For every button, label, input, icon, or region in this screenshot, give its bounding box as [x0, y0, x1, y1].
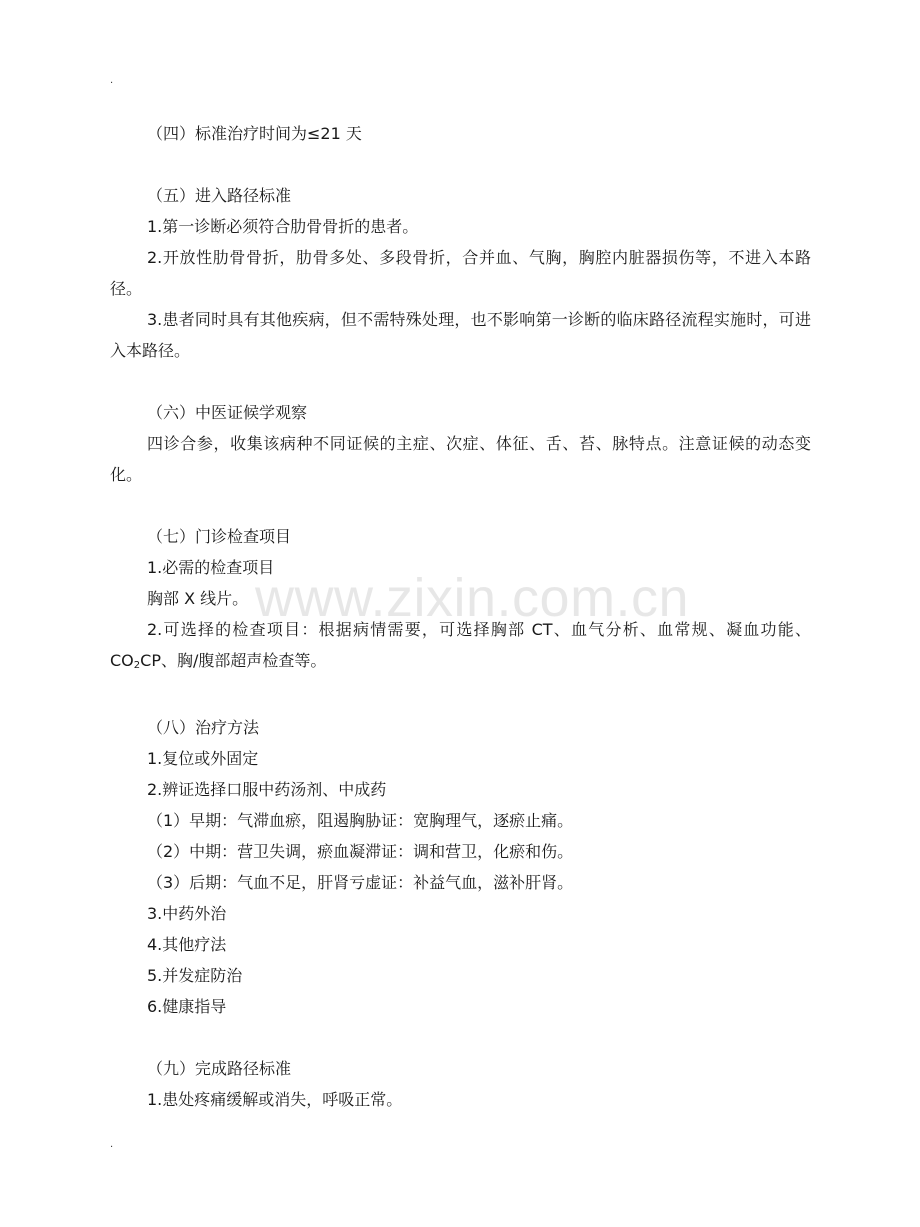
section-6-heading: （六）中医证候学观察	[147, 403, 308, 422]
section-7-item-2-text-end: CP、胸/腹部超声检查等。	[140, 651, 327, 670]
section-7-item-1-detail: 胸部 X 线片。	[147, 589, 249, 608]
section-7-heading: （七）门诊检查项目	[147, 527, 292, 546]
section-9-heading: （九）完成路径标准	[147, 1059, 292, 1078]
section-8-item-6: 3.中药外治	[147, 904, 227, 923]
section-8-item-4: （2）中期：营卫失调，瘀血凝滞证：调和营卫，化瘀和伤。	[147, 842, 574, 861]
section-5-item-3: 3.患者同时具有其他疾病，但不需特殊处理，也不影响第一诊断的临床路径流程实施时，可进入本路径。	[110, 310, 811, 360]
section-7-item-2-text: 2.可选择的检查项目：根据病情需要，可选择胸部 CT、血气分析、血常规、凝血功能、CO	[110, 620, 811, 670]
section-5-item-1: 1.第一诊断必须符合肋骨骨折的患者。	[147, 217, 419, 236]
watermark: www.zixin.com.cn	[255, 568, 690, 628]
section-8-item-9: 6.健康指导	[147, 997, 227, 1016]
section-8-item-1: 1.复位或外固定	[147, 749, 259, 768]
section-4-heading: （四）标准治疗时间为≤21 天	[147, 124, 362, 143]
co2-subscript: 2	[133, 660, 141, 671]
section-8-heading: （八）治疗方法	[147, 718, 260, 737]
section-7-item-1: 1.必需的检查项目	[147, 558, 275, 577]
section-8-item-2: 2.辨证选择口服中药汤剂、中成药	[147, 780, 387, 799]
section-9-item-1: 1.患处疼痛缓解或消失，呼吸正常。	[147, 1090, 403, 1109]
section-8-item-3: （1）早期：气滞血瘀，阻遏胸胁证：宽胸理气，逐瘀止痛。	[147, 811, 574, 830]
section-8-item-7: 4.其他疗法	[147, 935, 227, 954]
section-8-item-5: （3）后期：气血不足，肝肾亏虚证：补益气血，滋补肝肾。	[147, 873, 574, 892]
section-8-item-8: 5.并发症防治	[147, 966, 243, 985]
page-mark-bottom: .	[110, 1139, 114, 1150]
page-mark-top: .	[110, 75, 114, 86]
section-5-heading: （五）进入路径标准	[147, 186, 292, 205]
section-5-item-2: 2.开放性肋骨骨折，肋骨多处、多段骨折，合并血、气胸，胸腔内脏器损伤等，不进入本路径。	[110, 248, 811, 298]
section-6-text: 四诊合参，收集该病种不同证候的主症、次症、体征、舌、苔、脉特点。注意证候的动态变化。	[110, 434, 811, 484]
